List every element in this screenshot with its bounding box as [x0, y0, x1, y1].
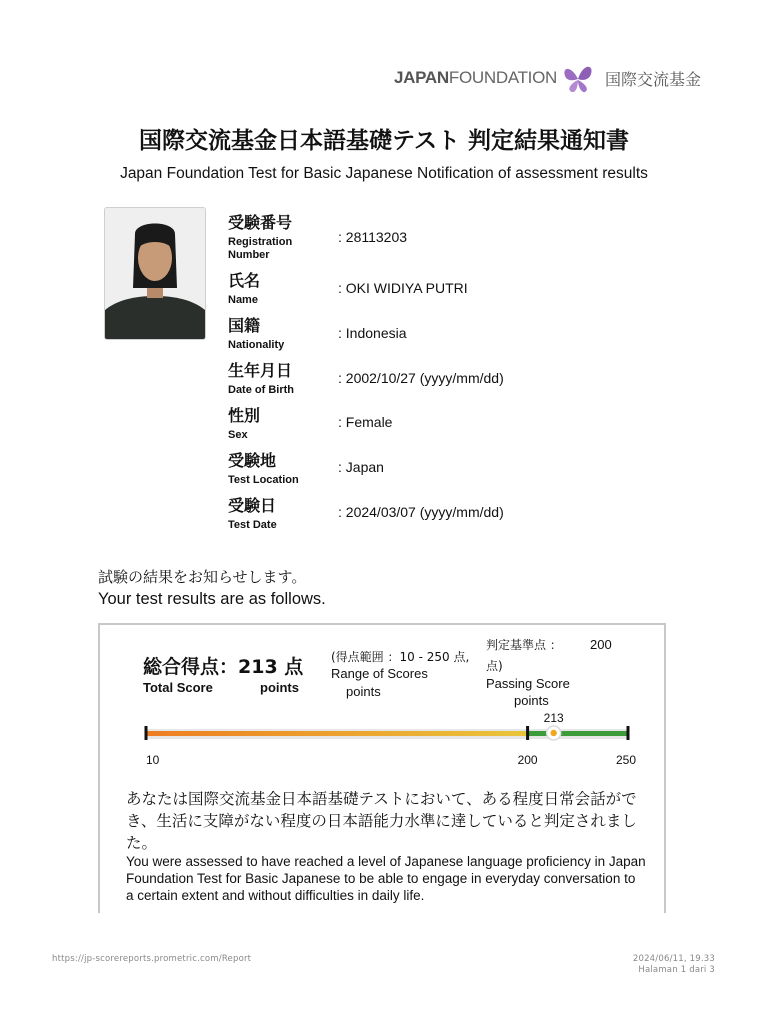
score-bar-tick-passing [526, 726, 529, 740]
field-name-label: 氏名 Name [228, 271, 261, 306]
score-axis-max-label: 250 [616, 753, 637, 767]
score-bar-tick-min [145, 726, 148, 740]
total-score-label-jp: 総合得点：213 点 [143, 656, 304, 678]
logo-kanji-text: 国際交流基金 [605, 69, 702, 89]
candidate-photo [104, 207, 206, 340]
date-of-birth-value: : 2002/10/27 (yyyy/mm/dd) [338, 370, 504, 386]
field-sex-label: 性別 Sex [228, 406, 261, 441]
intro-text-en: Your test results are as follows. [98, 590, 326, 608]
score-range-en: Range of Scores [331, 666, 428, 681]
test-location-value: : Japan [338, 459, 384, 475]
field-registration-number-label: 受験番号 Registration Number [228, 213, 293, 261]
passing-score-points: points [514, 693, 549, 708]
score-bar-fill-below-passing [146, 731, 528, 736]
field-nationality-label: 国籍 Nationality [228, 316, 285, 351]
passing-score-label-jp: 判定基準点 ： [486, 638, 562, 652]
score-bar-tick-max [627, 726, 630, 740]
score-range-points: points [346, 684, 381, 699]
registration-number-value: : 28113203 [338, 229, 408, 245]
passing-score-value: 200 [590, 637, 612, 652]
passing-score-label-en: Passing Score [486, 676, 570, 691]
intro-text-jp: 試験の結果をお知らせします。 [98, 568, 307, 586]
footer-url: https://jp-scorereports.prometric.com/Report [52, 954, 252, 964]
score-range-jp: (得点範囲 ：10 - 250 点, [331, 650, 470, 664]
score-marker-label: 213 [543, 711, 564, 725]
footer-page-indicator: Halaman 1 dari 3 [638, 965, 715, 975]
footer-info [633, 954, 715, 976]
footer-datetime: 2024/06/11, 19.33 [632, 954, 715, 964]
score-axis-min-label: 10 [146, 753, 160, 767]
assessment-text-jp: あなたは国際交流基金日本語基礎テストにおいて、ある程度日常会話ができ、生活に支障がない程度の日本語能力水準に達していると判定されました。 [126, 790, 637, 852]
score-bar-fill-above-passing [528, 731, 628, 736]
page-title-jp: 国際交流基金日本語基礎テスト 判定結果通知書 [138, 128, 630, 154]
field-test-location-label: 受験地 Test Location [228, 451, 299, 486]
page-title-en: Japan Foundation Test for Basic Japanese Notification of assessment results [120, 165, 648, 182]
total-score-points-label: points [260, 680, 299, 695]
name-value: : OKI WIDIYA PUTRI [338, 280, 468, 296]
passing-score-unit-jp: 点) [486, 659, 503, 673]
nationality-value: : Indonesia [338, 325, 407, 341]
score-bar [138, 708, 638, 748]
butterfly-icon [559, 59, 597, 97]
field-date-of-birth-label: 生年月日 Date of Birth [228, 361, 294, 396]
total-score-label-en: Total Score [143, 680, 213, 695]
field-test-date-label: 受験日 Test Date [228, 496, 277, 531]
japan-foundation-logo [394, 58, 701, 98]
test-date-value: : 2024/03/07 (yyyy/mm/dd) [338, 504, 504, 520]
score-axis-passing-label: 200 [517, 753, 538, 767]
logo-japan-text: JAPAN [394, 68, 449, 87]
logo-foundation-text: FOUNDATION [448, 68, 557, 87]
assessment-text-en: You were assessed to have reached a level of Japanese language proficiency in Japan Foundation Test for Basic Japanese to be able to engage in everyday conversation to a certain extent and without difficulties in daily life. [126, 854, 646, 903]
sex-value: : Female [338, 414, 393, 430]
score-marker-dot [550, 730, 556, 736]
